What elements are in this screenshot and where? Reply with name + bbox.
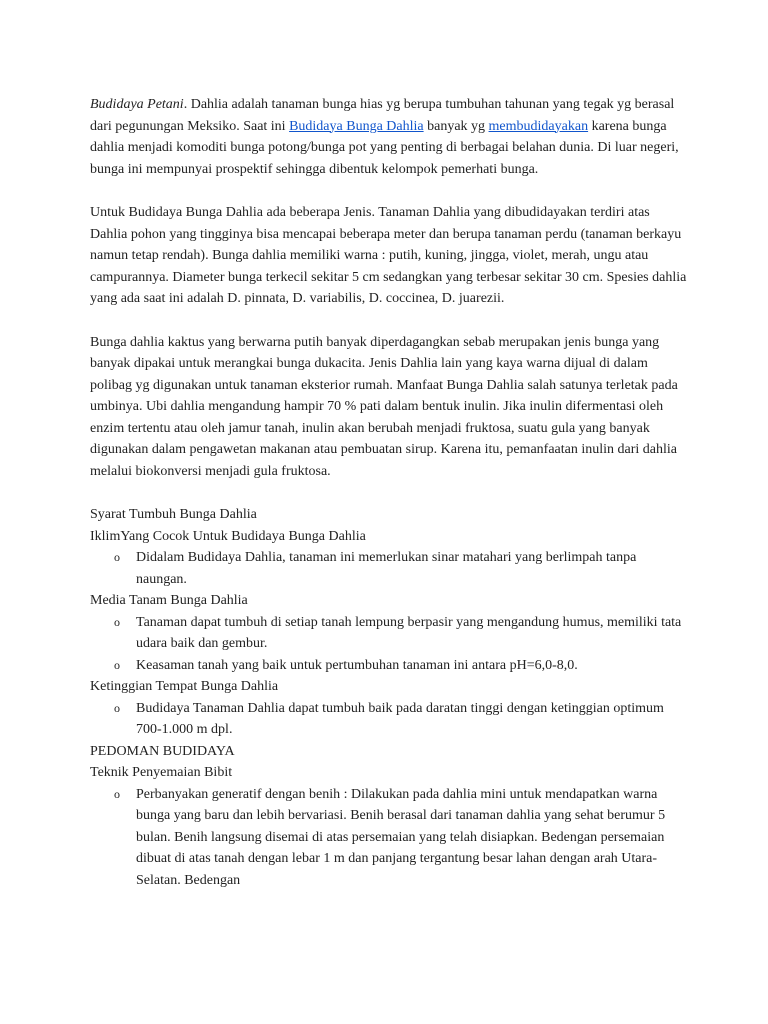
list-item-text: Tanaman dapat tumbuh di setiap tanah lempung berpasir yang mengandung humus, memiliki tata udara baik dan gembur.: [136, 614, 682, 651]
list-item: [90, 698, 690, 741]
heading-syarat-tumbuh: Syarat Tumbuh Bunga Dahlia: [90, 507, 257, 522]
bullet-mark: o: [114, 657, 120, 672]
heading-iklim: IklimYang Cocok Untuk Budidaya Bunga Dahlia: [90, 528, 366, 544]
intro-paragraph: [90, 94, 690, 180]
list-media: [90, 612, 690, 677]
heading-teknik-penyemaian: Teknik Penyemaian Bibit: [90, 765, 233, 780]
paragraph-manfaat: Bunga dahlia kaktus yang berwarna putih banyak diperdagangkan sebab merupakan jenis bunga yang banyak dipakai untuk merangkai bunga dukacita. Jenis Dahlia lain yang kaya warna dijual di dalam polibag yg digunakan untuk tanaman eksterior rumah. Manfaat Bunga Dahlia salah satunya terletak pada umbinya. Ubi dahlia mengandung hampir 70 % pati dalam bentuk inulin. Jika inulin difermentasi oleh enzim tertentu atau oleh jamur tanah, inulin akan berubah menjadi fruktosa, suatu gula yang banyak digunakan dalam pengawetan makanan atau pembuatan sirup. Karena itu, pemanfaatan inulin dari dahlia melalui biokonversi menjadi gula fruktosa.: [90, 334, 678, 479]
list-teknik: [90, 784, 690, 892]
bullet-mark: o: [114, 786, 120, 801]
list-item-text: Didalam Budidaya Dahlia, tanaman ini memerlukan sinar matahari yang berlimpah tanpa naungan.: [136, 550, 637, 587]
list-iklim: [90, 547, 690, 590]
list-item-text: Perbanyakan generatif dengan benih : Dilakukan pada dahlia mini untuk mendapatkan warna bunga yang baru dan lebih bervariasi. Benih berasal dari tanaman dahlia yang sehat berumur 5 bulan. Benih langsung disemai di atas persemaian yang telah disiapkan. Bedengan persemaian dibuat di atas tanah dengan lebar 1 m dan panjang tergantung besar lahan dengan arah Utara-Selatan. Bedengan: [136, 786, 666, 888]
bullet-mark: o: [114, 614, 120, 629]
bullet-mark: o: [114, 550, 120, 564]
list-item: [90, 784, 690, 892]
list-item-text: Budidaya Tanaman Dahlia dapat tumbuh baik pada daratan tinggi dengan ketinggian optimum 700-1.000 m dpl.: [136, 700, 664, 737]
bullet-mark: o: [114, 700, 120, 715]
list-item: [90, 547, 690, 590]
intro-text-3: karena bunga dahlia menjadi komoditi bunga potong/bunga pot yang penting di berbagai belahan dunia. Di luar negeri, bunga ini mempunyai prospektif sehingga dibentuk kelompok pemerhati bunga.: [90, 118, 679, 177]
list-item: [90, 612, 690, 655]
list-item-text: Keasaman tanah yang baik untuk pertumbuhan tanaman ini antara pH=6,0-8,0.: [136, 657, 578, 673]
intro-text-2: banyak yg: [423, 118, 489, 134]
heading-ketinggian: Ketinggian Tempat Bunga Dahlia: [90, 679, 279, 694]
paragraph-jenis: Untuk Budidaya Bunga Dahlia ada beberapa Jenis. Tanaman Dahlia yang dibudidayakan terdiri atas Dahlia pohon yang tingginya bisa mencapai beberapa meter dan berupa tanaman perdu (tanaman berkayu namun tetap rendah). Bunga dahlia memiliki warna : putih, kuning, jingga, violet, merah, ungu atau campurannya. Diameter bunga terkecil sekitar 5 cm sedangkan yang terbesar sekitar 30 cm. Spesies dahlia yang ada saat ini adalah D. pinnata, D. variabilis, D. coccinea, D. juarezii.: [90, 205, 687, 306]
list-ketinggian: [90, 698, 690, 741]
heading-media-tanam: Media Tanam Bunga Dahlia: [90, 593, 248, 608]
source-label: Budidaya Petani: [90, 97, 184, 112]
link-membudidayakan[interactable]: membudidayakan: [488, 118, 589, 134]
article-body: [90, 94, 690, 891]
link-budidaya-bunga-dahlia[interactable]: Budidaya Bunga Dahlia: [289, 118, 424, 134]
list-item: [90, 655, 690, 677]
heading-pedoman-budidaya: PEDOMAN BUDIDAYA: [90, 743, 235, 759]
intro-text-1: . Dahlia adalah tanaman bunga hias yg berupa tumbuhan tahunan yang tegak yg berasal dari pegunungan Meksiko. Saat ini: [90, 97, 675, 134]
